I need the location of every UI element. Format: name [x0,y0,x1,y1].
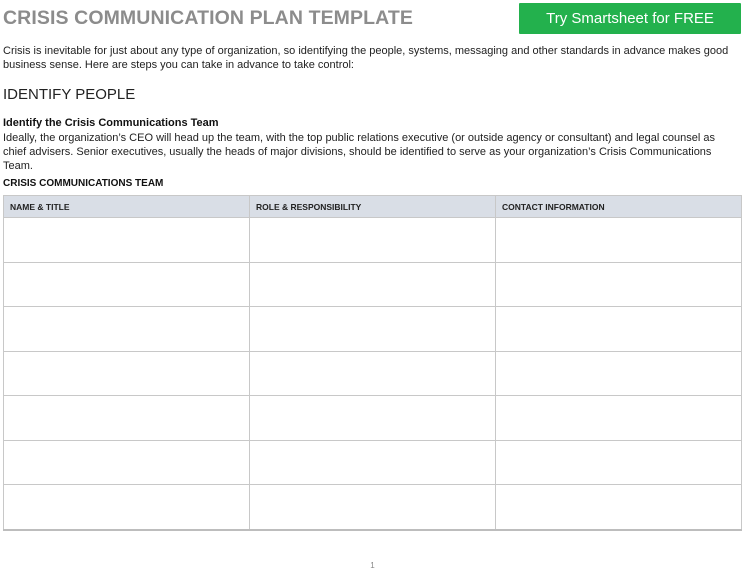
table-cell[interactable] [4,262,250,307]
table-cell[interactable] [496,218,742,263]
page-number: 1 [370,561,375,570]
table-row [4,351,742,396]
table-row [4,307,742,352]
document-title: CRISIS COMMUNICATION PLAN TEMPLATE [3,7,413,29]
table-row [4,262,742,307]
section-subheading: Identify the Crisis Communications Team [3,117,219,129]
table-cell[interactable] [250,351,496,396]
table-cell[interactable] [496,351,742,396]
table-cell[interactable] [4,440,250,485]
team-table-label: CRISIS COMMUNICATIONS TEAM [3,178,164,189]
table-cell[interactable] [250,485,496,530]
table-row [4,396,742,441]
table-cell[interactable] [496,440,742,485]
table-cell[interactable] [250,218,496,263]
column-header-role-responsibility: ROLE & RESPONSIBILITY [250,196,496,218]
table-header-row [4,196,742,218]
table-cell[interactable] [4,485,250,530]
section-body-text: Ideally, the organization’s CEO will head up the team, with the top public relations executive (or outside agency or consultant) and legal counsel as chief advisers. Senior executives, usually the heads of major divisions, should be identified to serve as your organization’s Crisis Communications Team. [3,132,715,172]
table-cell[interactable] [4,351,250,396]
table-cell[interactable] [4,218,250,263]
table-cell[interactable] [4,307,250,352]
table-cell[interactable] [496,485,742,530]
table-cell[interactable] [496,307,742,352]
table-cell[interactable] [4,396,250,441]
intro-paragraph: Crisis is inevitable for just about any type of organization, so identifying the people, systems, messaging and other standards in advance makes good business sense. Here are steps you can take in advance to take control: [3,45,729,71]
table-row [4,440,742,485]
table-row [4,218,742,263]
column-header-name-title: NAME & TITLE [4,196,250,218]
crisis-team-table [3,195,742,531]
column-header-contact-information: CONTACT INFORMATION [496,196,742,218]
table-cell[interactable] [496,396,742,441]
table-cell[interactable] [250,396,496,441]
table-cell[interactable] [250,440,496,485]
table-cell[interactable] [250,307,496,352]
section-heading: IDENTIFY PEOPLE [3,86,136,103]
table-cell[interactable] [496,262,742,307]
table-row [4,485,742,530]
try-smartsheet-button[interactable]: Try Smartsheet for FREE [519,3,741,34]
table-cell[interactable] [250,262,496,307]
